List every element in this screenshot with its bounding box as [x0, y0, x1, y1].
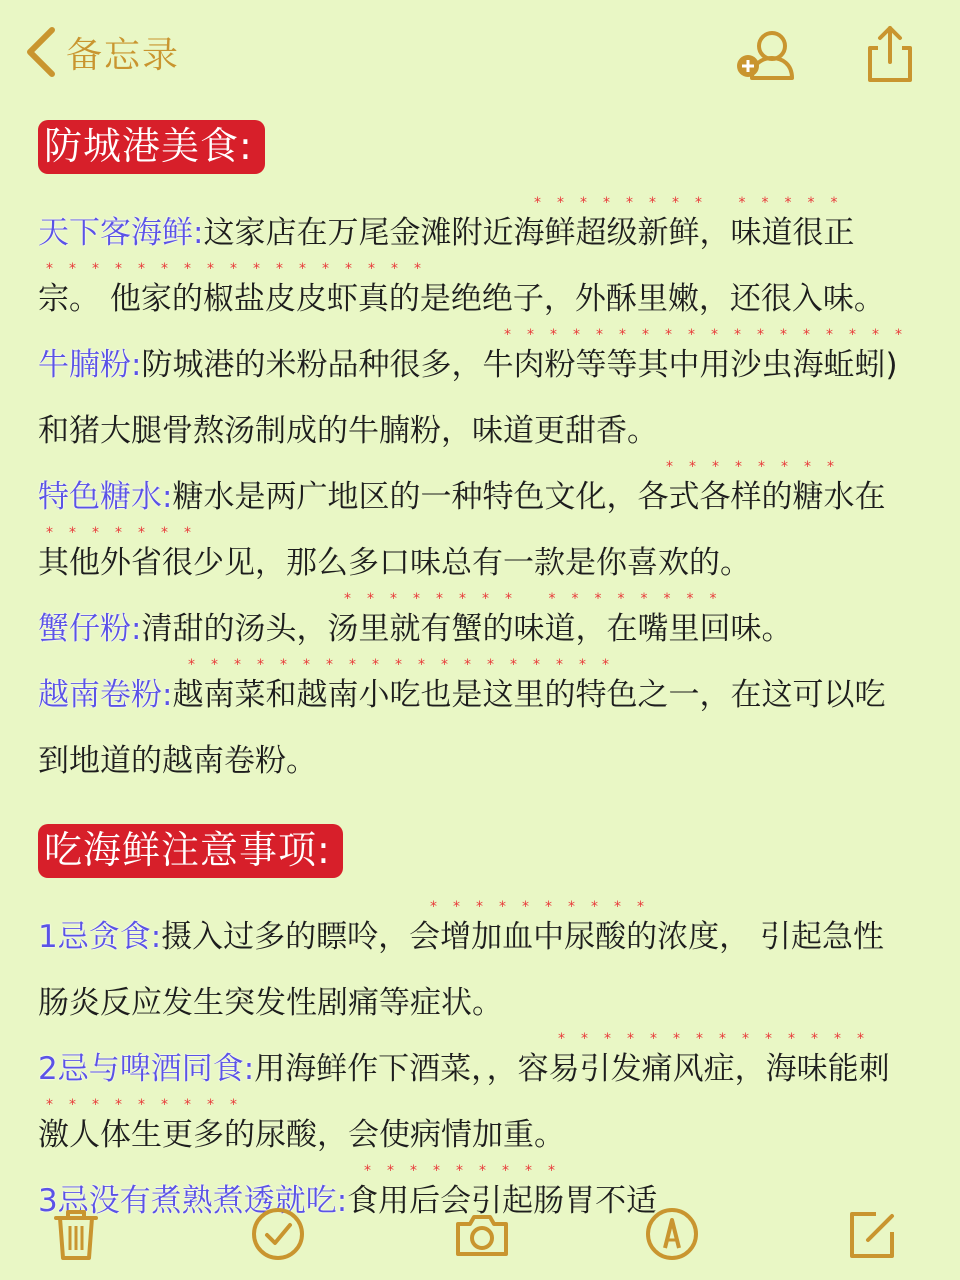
- list-item: ******** ******** 蟹仔粉:清甜的汤头，汤里就有蟹的味道，在嘴里回味。: [38, 591, 793, 647]
- share-icon[interactable]: [858, 22, 922, 86]
- trash-icon[interactable]: [46, 1204, 106, 1264]
- list-item: ********* 3忌没有煮熟煮透就吃:食用后会引起肠胃不适: [38, 1163, 658, 1219]
- item-text: 激人体生更多的尿酸，会使病情加重。: [38, 1117, 565, 1153]
- item-text: 肠炎反应发生突发性剧痛等症状。: [38, 985, 503, 1021]
- item-key: 1忌贪食:: [38, 919, 162, 955]
- list-item: ********** 1忌贪食:摄入过多的瞟呤，会增加血中尿酸的浓度， 引起急性 肠炎反应发生突发性剧痛等症状。: [38, 899, 885, 1021]
- item-text: 摄入过多的瞟呤，会增加血中尿酸的浓度， 引起急性: [161, 919, 885, 955]
- section-title-food: 防城港美食:: [38, 120, 265, 174]
- item-text: 这家店在万尾金滩附近海鲜超级新鲜，味道很正: [203, 215, 855, 251]
- item-text: 和猪大腿骨熬汤制成的牛腩粉，味道更甜香。: [38, 413, 658, 449]
- item-key: 天下客海鲜:: [38, 215, 204, 251]
- list-item: ******** 特色糖水:糖水是两广地区的一种特色文化，各式各样的糖水在 ******* 其他外省很少见，那么多口味总有一款是你喜欢的。: [38, 459, 886, 581]
- item-text: 到地道的越南卷粉。: [38, 743, 317, 779]
- item-key: 3忌没有煮熟煮透就吃:: [38, 1183, 348, 1219]
- back-label: 备忘录: [66, 34, 181, 76]
- checkmark-circle-icon[interactable]: [248, 1204, 308, 1264]
- note-body[interactable]: [38, 120, 928, 1234]
- item-key: 2忌与啤酒同食:: [38, 1051, 255, 1087]
- bottom-toolbar: [0, 1200, 960, 1280]
- item-text: 食用后会引起肠胃不适: [347, 1183, 658, 1219]
- item-text: 其他外省很少见，那么多口味总有一款是你喜欢的。: [38, 545, 751, 581]
- item-key: 牛腩粉:: [38, 347, 142, 383]
- item-text: 防城港的米粉品种很多，牛肉粉等等其中用沙虫海蚯蚓): [141, 347, 898, 383]
- list-item: ******************* 越南卷粉:越南菜和越南小吃也是这里的特色之一，在这可以吃 到地道的越南卷粉。: [38, 657, 886, 779]
- camera-icon[interactable]: [452, 1204, 512, 1264]
- food-list: [38, 195, 928, 794]
- compose-icon[interactable]: [842, 1204, 902, 1264]
- pen-markup-icon[interactable]: [642, 1204, 702, 1264]
- item-key: 越南卷粉:: [38, 677, 173, 713]
- back-button[interactable]: [22, 22, 180, 82]
- list-item: ****************** 牛腩粉:防城港的米粉品种很多，牛肉粉等等其中用沙虫海蚯蚓) 和猪大腿骨熬汤制成的牛腩粉，味道更甜香。: [38, 327, 918, 449]
- notes-list: [38, 899, 928, 1234]
- item-text: 宗。 他家的椒盐皮皮虾真的是绝绝子，外酥里嫩，还很入味。: [38, 281, 885, 317]
- chevron-left-icon: [22, 24, 60, 80]
- list-item: ******** ***** 天下客海鲜:这家店在万尾金滩附近海鲜超级新鲜，味道很正 ***************** 宗。 他家的椒盐皮皮虾真的是绝绝子，外酥里嫩，还很入味。: [38, 195, 885, 317]
- item-text: 越南菜和越南小吃也是这里的特色之一，在这可以吃: [172, 677, 886, 713]
- item-text: 用海鲜作下酒菜，，容易引发痛风症，海味能刺: [254, 1051, 890, 1087]
- list-item: ************** 2忌与啤酒同食:用海鲜作下酒菜，，容易引发痛风症，海味能刺 ********* 激人体生更多的尿酸，会使病情加重。: [38, 1031, 890, 1153]
- item-key: 蟹仔粉:: [38, 611, 142, 647]
- item-key: 特色糖水:: [38, 479, 173, 515]
- item-text: 糖水是两广地区的一种特色文化，各式各样的糖水在: [172, 479, 886, 515]
- add-person-icon[interactable]: [734, 22, 798, 86]
- section-title-notes: 吃海鲜注意事项:: [38, 824, 343, 878]
- item-text: 清甜的汤头，汤里就有蟹的味道，在嘴里回味。: [141, 611, 793, 647]
- top-navigation-bar: [0, 0, 960, 104]
